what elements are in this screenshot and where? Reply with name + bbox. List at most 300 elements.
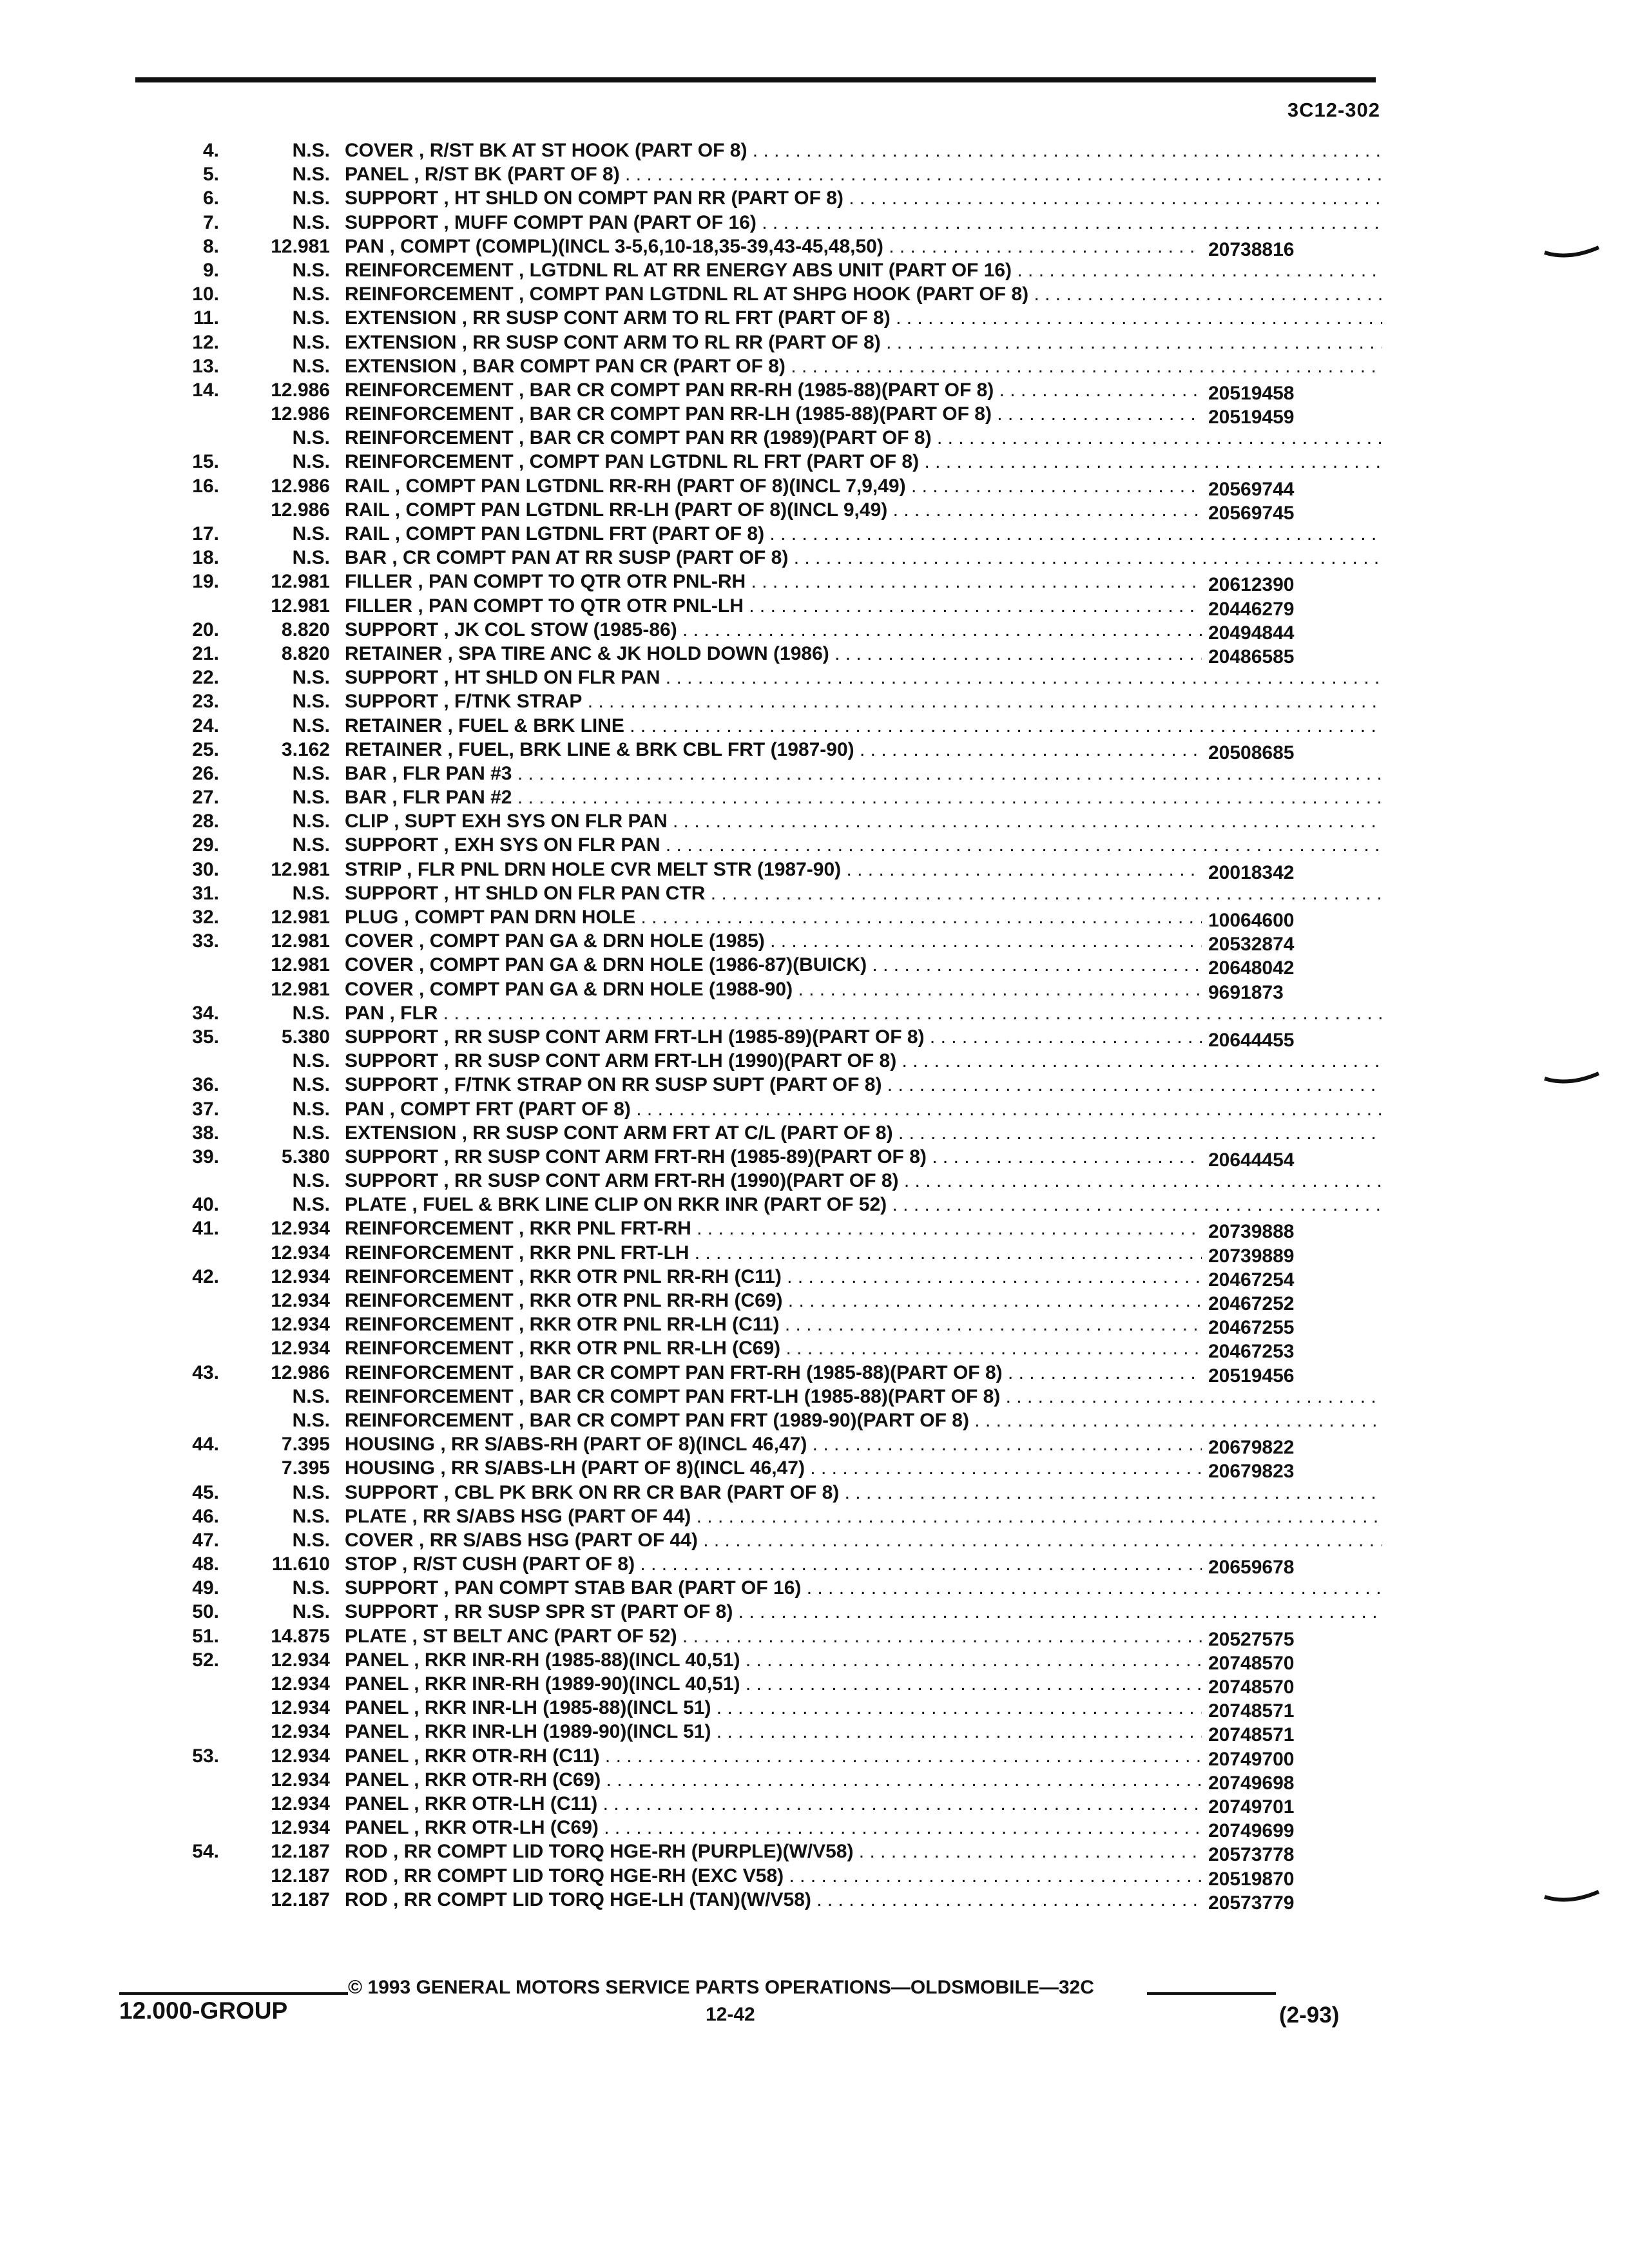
part-name: SUPPORT bbox=[345, 1577, 439, 1599]
group-number: 12.981 bbox=[271, 571, 330, 593]
group-number: 12.934 bbox=[271, 1769, 330, 1791]
part-row bbox=[148, 235, 1373, 258]
group-number: 12.981 bbox=[271, 595, 330, 617]
item-number: 33. bbox=[192, 930, 219, 952]
part-detail: , RR COMPT LID TORQ HGE-RH (PURPLE)(W/V58) bbox=[393, 1841, 854, 1863]
part-name: PAN bbox=[345, 1002, 385, 1024]
part-row bbox=[148, 1145, 1373, 1169]
part-name: COVER bbox=[345, 1529, 414, 1551]
group-number: N.S. bbox=[292, 1002, 330, 1024]
item-number: 41. bbox=[192, 1218, 219, 1240]
part-detail: , PAN COMPT TO QTR OTR PNL-LH bbox=[418, 595, 744, 617]
group-number: N.S. bbox=[292, 211, 330, 233]
group-number: 12.986 bbox=[271, 475, 330, 497]
part-row bbox=[148, 282, 1373, 306]
part-row bbox=[148, 1169, 1373, 1193]
part-number: 20467255 bbox=[1202, 1316, 1395, 1340]
part-name: EXTENSION bbox=[345, 307, 457, 329]
part-number: 20573778 bbox=[1202, 1843, 1395, 1867]
part-detail: , EXH SYS ON FLR PAN bbox=[443, 834, 660, 856]
part-row bbox=[148, 1073, 1373, 1097]
binding-mark-2 bbox=[1543, 1070, 1601, 1089]
part-description bbox=[345, 186, 1382, 210]
group-number: 11.610 bbox=[271, 1553, 330, 1575]
part-name: FILLER bbox=[345, 571, 412, 593]
part-detail: , SPA TIRE ANC & JK HOLD DOWN (1986) bbox=[447, 642, 829, 664]
part-number: 20679823 bbox=[1202, 1459, 1395, 1483]
item-number: 22. bbox=[192, 667, 219, 689]
parts-list bbox=[148, 139, 1373, 1912]
group-number: N.S. bbox=[292, 834, 330, 856]
part-row bbox=[148, 306, 1373, 330]
part-number: 20644454 bbox=[1202, 1148, 1395, 1172]
part-name: RAIL bbox=[345, 523, 390, 544]
part-row bbox=[148, 162, 1373, 186]
part-name: CLIP bbox=[345, 811, 389, 832]
group-number: 12.986 bbox=[271, 403, 330, 425]
footer-page-number: 12-42 bbox=[706, 2004, 755, 2025]
item-number: 53. bbox=[192, 1745, 219, 1767]
part-name: SUPPORT bbox=[345, 667, 439, 689]
part-row bbox=[148, 714, 1373, 738]
item-number: 20. bbox=[192, 619, 219, 640]
group-number: N.S. bbox=[292, 667, 330, 689]
group-number: 12.934 bbox=[271, 1697, 330, 1719]
part-row bbox=[148, 474, 1373, 498]
group-number: N.S. bbox=[292, 140, 330, 161]
item-number: 12. bbox=[192, 331, 219, 353]
part-description bbox=[345, 426, 1382, 450]
group-number: 3.162 bbox=[281, 738, 330, 760]
group-number: N.S. bbox=[292, 715, 330, 736]
item-number: 40. bbox=[192, 1194, 219, 1216]
part-name: PAN bbox=[345, 235, 385, 257]
part-detail: , BAR CR COMPT PAN FRT-RH (1985-88)(PART OF 8) bbox=[519, 1361, 1003, 1383]
part-number: 20569744 bbox=[1202, 477, 1395, 501]
part-row bbox=[148, 1672, 1373, 1696]
part-row bbox=[148, 666, 1373, 689]
part-name: EXTENSION bbox=[345, 1122, 457, 1144]
item-number: 54. bbox=[192, 1841, 219, 1863]
part-detail: , RR SUSP CONT ARM FRT-RH (1985-89)(PART OF 8) bbox=[443, 1146, 927, 1168]
part-detail: , COMPT PAN DRN HOLE bbox=[403, 907, 636, 928]
part-detail: , COMPT PAN GA & DRN HOLE (1986-87)(BUICK) bbox=[419, 954, 867, 976]
group-number: 7.395 bbox=[281, 1457, 330, 1479]
part-detail: , FLR bbox=[389, 1002, 438, 1024]
footer-rule-right bbox=[1147, 1992, 1276, 1995]
part-description bbox=[345, 331, 1382, 354]
item-number: 7. bbox=[202, 211, 219, 233]
part-row bbox=[148, 689, 1373, 713]
group-number: N.S. bbox=[292, 1409, 330, 1431]
item-number: 48. bbox=[192, 1553, 219, 1575]
part-name: SUPPORT bbox=[345, 1026, 439, 1048]
group-number: N.S. bbox=[292, 1050, 330, 1072]
part-row bbox=[148, 354, 1373, 378]
group-number: N.S. bbox=[292, 1170, 330, 1192]
part-description bbox=[345, 1408, 1382, 1432]
part-number: 20467254 bbox=[1202, 1268, 1395, 1292]
part-detail: , COMPT (COMPL)(INCL 3-5,6,10-18,35-39,43-45,48,50) bbox=[389, 235, 883, 257]
part-detail: , PAN COMPT STAB BAR (PART OF 16) bbox=[443, 1577, 802, 1599]
item-number: 39. bbox=[192, 1146, 219, 1168]
part-name: REINFORCEMENT bbox=[345, 1290, 514, 1311]
part-description bbox=[345, 282, 1382, 306]
item-number: 26. bbox=[192, 762, 219, 784]
group-number: 12.981 bbox=[271, 978, 330, 1000]
part-detail: , RKR OTR PNL RR-LH (C11) bbox=[519, 1314, 780, 1336]
part-name: REINFORCEMENT bbox=[345, 1385, 514, 1407]
part-detail: , F/TNK STRAP bbox=[443, 691, 583, 713]
part-name: COVER bbox=[345, 930, 414, 952]
item-number: 29. bbox=[192, 834, 219, 856]
part-detail: , R/ST BK (PART OF 8) bbox=[414, 164, 620, 186]
part-detail: , JK COL STOW (1985-86) bbox=[443, 619, 677, 640]
item-number: 51. bbox=[192, 1625, 219, 1647]
part-row bbox=[148, 1816, 1373, 1840]
item-number: 19. bbox=[192, 571, 219, 593]
part-row bbox=[148, 977, 1373, 1001]
part-detail: , RKR OTR PNL RR-RH (C69) bbox=[519, 1290, 783, 1311]
part-description bbox=[345, 1600, 1382, 1624]
part-detail: , FLR PNL DRN HOLE CVR MELT STR (1987-90) bbox=[407, 858, 842, 880]
part-detail: , RKR OTR-LH (C69) bbox=[414, 1817, 599, 1839]
item-number: 10. bbox=[192, 284, 219, 305]
item-number: 15. bbox=[192, 451, 219, 473]
part-number: 20644455 bbox=[1202, 1028, 1395, 1052]
item-number: 9. bbox=[202, 259, 219, 281]
part-name: SUPPORT bbox=[345, 1074, 439, 1096]
part-row bbox=[148, 1241, 1373, 1265]
part-detail: , FUEL & BRK LINE CLIP ON RKR INR (PART OF 52) bbox=[412, 1194, 887, 1216]
item-number: 35. bbox=[192, 1026, 219, 1048]
part-name: EXTENSION bbox=[345, 355, 457, 377]
part-row bbox=[148, 1361, 1373, 1385]
part-row bbox=[148, 1385, 1373, 1408]
part-row bbox=[148, 1600, 1373, 1624]
part-row bbox=[148, 450, 1373, 474]
part-name: REINFORCEMENT bbox=[345, 1218, 514, 1240]
part-row bbox=[148, 1216, 1373, 1243]
part-name: HOUSING bbox=[345, 1434, 436, 1456]
part-name: PANEL bbox=[345, 164, 409, 186]
part-name: PANEL bbox=[345, 1817, 409, 1839]
part-number: 20612390 bbox=[1202, 573, 1395, 597]
part-number: 20748570 bbox=[1202, 1675, 1395, 1699]
part-detail: , RR SUSP SPR ST (PART OF 8) bbox=[443, 1601, 733, 1623]
part-row bbox=[148, 1552, 1373, 1579]
part-name: SUPPORT bbox=[345, 1481, 439, 1503]
part-number: 20748570 bbox=[1202, 1651, 1395, 1675]
group-number: 12.934 bbox=[271, 1721, 330, 1743]
group-number: N.S. bbox=[292, 762, 330, 784]
group-number: 12.981 bbox=[271, 858, 330, 880]
part-description bbox=[345, 833, 1382, 857]
part-name: BAR bbox=[345, 762, 387, 784]
group-number: N.S. bbox=[292, 787, 330, 809]
part-name: RAIL bbox=[345, 499, 390, 521]
part-number: 20467252 bbox=[1202, 1292, 1395, 1316]
group-number: 12.187 bbox=[271, 1865, 330, 1887]
group-number: 12.187 bbox=[271, 1841, 330, 1863]
group-number: 12.934 bbox=[271, 1649, 330, 1671]
group-number: N.S. bbox=[292, 355, 330, 377]
part-name: SUPPORT bbox=[345, 1601, 439, 1623]
part-name: SUPPORT bbox=[345, 619, 439, 640]
part-description bbox=[345, 809, 1382, 833]
item-number: 11. bbox=[193, 307, 219, 329]
part-detail: , RR SUSP CONT ARM TO RL RR (PART OF 8) bbox=[461, 331, 881, 353]
part-detail: , RKR OTR PNL RR-LH (C69) bbox=[519, 1338, 781, 1360]
part-name: ROD bbox=[345, 1841, 388, 1863]
group-number: 12.934 bbox=[271, 1817, 330, 1839]
group-number: N.S. bbox=[292, 1385, 330, 1407]
part-detail: , BAR CR COMPT PAN FRT (1989-90)(PART OF 8) bbox=[519, 1409, 969, 1431]
item-number: 49. bbox=[192, 1577, 219, 1599]
item-number: 23. bbox=[192, 691, 219, 713]
group-number: 12.934 bbox=[271, 1242, 330, 1264]
part-detail: , RKR INR-LH (1985-88)(INCL 51) bbox=[414, 1697, 711, 1719]
part-number: 20648042 bbox=[1202, 956, 1395, 980]
part-description bbox=[345, 450, 1382, 474]
part-detail: , CR COMPT PAN AT RR SUSP (PART OF 8) bbox=[392, 547, 789, 569]
part-description bbox=[345, 1049, 1382, 1073]
part-name: REINFORCEMENT bbox=[345, 427, 514, 449]
part-row bbox=[148, 858, 1373, 881]
part-name: PLATE bbox=[345, 1194, 407, 1216]
group-number: N.S. bbox=[292, 811, 330, 832]
part-row bbox=[148, 1624, 1373, 1648]
part-name: PANEL bbox=[345, 1769, 409, 1791]
part-number: 20748571 bbox=[1202, 1723, 1395, 1747]
part-detail: , FLR PAN #2 bbox=[392, 787, 512, 809]
part-description bbox=[345, 1528, 1382, 1552]
item-number: 44. bbox=[192, 1434, 219, 1456]
part-detail: , HT SHLD ON FLR PAN CTR bbox=[443, 882, 706, 904]
group-number: N.S. bbox=[292, 1505, 330, 1527]
part-row bbox=[148, 258, 1373, 282]
part-description bbox=[345, 1385, 1382, 1408]
part-row bbox=[148, 833, 1373, 857]
group-number: 8.820 bbox=[281, 619, 330, 640]
part-number: 20749698 bbox=[1202, 1771, 1395, 1795]
part-detail: , COMPT PAN GA & DRN HOLE (1988-90) bbox=[419, 978, 793, 1000]
group-number: N.S. bbox=[292, 1529, 330, 1551]
part-detail: , RKR OTR-RH (C69) bbox=[414, 1769, 601, 1791]
part-row bbox=[148, 738, 1373, 762]
part-detail: , RKR INR-RH (1985-88)(INCL 40,51) bbox=[414, 1649, 740, 1671]
item-number: 30. bbox=[192, 858, 219, 880]
part-name: REINFORCEMENT bbox=[345, 1409, 514, 1431]
part-row bbox=[148, 785, 1373, 809]
part-row bbox=[148, 1576, 1373, 1600]
part-description bbox=[345, 1097, 1382, 1121]
part-description bbox=[345, 546, 1382, 570]
item-number: 13. bbox=[192, 355, 219, 377]
page-code: 3C12-302 bbox=[1287, 99, 1380, 121]
part-row bbox=[148, 498, 1373, 522]
part-detail: , RKR PNL FRT-LH bbox=[519, 1242, 689, 1264]
group-number: 12.934 bbox=[271, 1673, 330, 1695]
group-number: 5.380 bbox=[281, 1026, 330, 1048]
part-name: PANEL bbox=[345, 1649, 409, 1671]
part-detail: , COMPT PAN LGTDNL RL FRT (PART OF 8) bbox=[519, 451, 920, 473]
part-name: BAR bbox=[345, 787, 387, 809]
part-name: PLATE bbox=[345, 1625, 407, 1647]
part-detail: , RR S/ABS-LH (PART OF 8)(INCL 46,47) bbox=[440, 1457, 805, 1479]
part-name: RETAINER bbox=[345, 642, 443, 664]
item-number: 25. bbox=[192, 738, 219, 760]
part-number: 20446279 bbox=[1202, 597, 1395, 621]
part-description bbox=[345, 1193, 1382, 1216]
part-name: SUPPORT bbox=[345, 1170, 439, 1192]
part-name: ROD bbox=[345, 1865, 388, 1887]
part-detail: , BAR CR COMPT PAN RR-RH (1985-88)(PART OF 8) bbox=[519, 379, 994, 401]
part-description bbox=[345, 162, 1382, 186]
part-detail: , RKR INR-LH (1989-90)(INCL 51) bbox=[414, 1721, 711, 1743]
group-number: N.S. bbox=[292, 1577, 330, 1599]
group-number: 12.986 bbox=[271, 379, 330, 401]
part-row bbox=[148, 1720, 1373, 1744]
part-name: HOUSING bbox=[345, 1457, 436, 1479]
part-detail: , COMPT PAN GA & DRN HOLE (1985) bbox=[419, 930, 765, 952]
part-detail: , FUEL & BRK LINE bbox=[447, 715, 624, 736]
part-detail: , RR COMPT LID TORQ HGE-RH (EXC V58) bbox=[393, 1865, 784, 1887]
part-name: COVER bbox=[345, 954, 414, 976]
group-number: N.S. bbox=[292, 523, 330, 544]
group-number: N.S. bbox=[292, 691, 330, 713]
part-row bbox=[148, 1481, 1373, 1504]
footer-group: 12.000-GROUP bbox=[119, 1997, 288, 2024]
part-row bbox=[148, 1432, 1373, 1459]
item-number: 17. bbox=[192, 523, 219, 544]
part-detail: , RR SUSP CONT ARM TO RL FRT (PART OF 8) bbox=[461, 307, 891, 329]
part-row bbox=[148, 1312, 1373, 1339]
part-description bbox=[345, 762, 1382, 785]
footer-date: (2-93) bbox=[1279, 2003, 1340, 2028]
item-number: 6. bbox=[202, 187, 219, 209]
part-detail: , RKR OTR-LH (C11) bbox=[414, 1792, 598, 1814]
group-number: N.S. bbox=[292, 427, 330, 449]
part-row bbox=[148, 1408, 1373, 1432]
group-number: N.S. bbox=[292, 1074, 330, 1096]
part-detail: , COMPT FRT (PART OF 8) bbox=[389, 1098, 631, 1120]
part-name: PANEL bbox=[345, 1697, 409, 1719]
part-detail: , F/TNK STRAP ON RR SUSP SUPT (PART OF 8) bbox=[443, 1074, 882, 1096]
part-number: 20519456 bbox=[1202, 1364, 1395, 1388]
group-number: 12.981 bbox=[271, 907, 330, 928]
part-detail: , RR COMPT LID TORQ HGE-LH (TAN)(W/V58) bbox=[393, 1888, 811, 1910]
part-row bbox=[148, 139, 1373, 162]
part-row bbox=[148, 1792, 1373, 1816]
item-number: 36. bbox=[192, 1074, 219, 1096]
part-name: EXTENSION bbox=[345, 331, 457, 353]
part-row bbox=[148, 1289, 1373, 1312]
part-name: STOP bbox=[345, 1553, 397, 1575]
part-detail: , COMPT PAN LGTDNL RL AT SHPG HOOK (PART OF 8) bbox=[519, 284, 1029, 305]
part-name: PLUG bbox=[345, 907, 399, 928]
part-detail: , R/ST CUSH (PART OF 8) bbox=[401, 1553, 635, 1575]
part-row bbox=[148, 1744, 1373, 1768]
part-row bbox=[148, 402, 1373, 426]
item-number: 27. bbox=[192, 787, 219, 809]
part-row bbox=[148, 1025, 1373, 1049]
group-number: 12.934 bbox=[271, 1745, 330, 1767]
group-number: 5.380 bbox=[281, 1146, 330, 1168]
part-row bbox=[148, 881, 1373, 905]
part-name: SUPPORT bbox=[345, 834, 439, 856]
part-row bbox=[148, 642, 1373, 666]
item-number: 18. bbox=[192, 547, 219, 569]
top-rule bbox=[135, 77, 1376, 82]
item-number: 14. bbox=[192, 379, 219, 401]
group-number: N.S. bbox=[292, 284, 330, 305]
part-description bbox=[345, 1504, 1382, 1528]
part-detail: , PAN COMPT TO QTR OTR PNL-RH bbox=[418, 571, 746, 593]
part-detail: , RKR OTR-RH (C11) bbox=[414, 1745, 600, 1767]
part-row bbox=[148, 1001, 1373, 1025]
item-number: 42. bbox=[192, 1265, 219, 1287]
part-number: 20659678 bbox=[1202, 1555, 1395, 1579]
group-number: 12.187 bbox=[271, 1888, 330, 1910]
part-name: COVER bbox=[345, 978, 414, 1000]
part-name: SUPPORT bbox=[345, 882, 439, 904]
part-detail: , HT SHLD ON COMPT PAN RR (PART OF 8) bbox=[443, 187, 843, 209]
group-number: N.S. bbox=[292, 1481, 330, 1503]
part-name: REINFORCEMENT bbox=[345, 1338, 514, 1360]
part-detail: , RKR INR-RH (1989-90)(INCL 40,51) bbox=[414, 1673, 740, 1695]
part-description bbox=[345, 139, 1382, 162]
part-detail: , BAR CR COMPT PAN RR-LH (1985-88)(PART OF 8) bbox=[519, 403, 992, 425]
part-detail: , RKR PNL FRT-RH bbox=[519, 1218, 691, 1240]
part-number: 20739889 bbox=[1202, 1244, 1395, 1268]
part-number: 10064600 bbox=[1202, 908, 1395, 932]
part-number: 20749699 bbox=[1202, 1819, 1395, 1843]
part-name: PLATE bbox=[345, 1505, 407, 1527]
part-number: 20679822 bbox=[1202, 1436, 1395, 1459]
group-number: N.S. bbox=[292, 1601, 330, 1623]
part-number: 20532874 bbox=[1202, 932, 1395, 956]
item-number: 8. bbox=[202, 235, 219, 257]
part-detail: , HT SHLD ON FLR PAN bbox=[443, 667, 660, 689]
part-row bbox=[148, 331, 1373, 354]
group-number: 14.875 bbox=[271, 1625, 330, 1647]
part-number: 20519458 bbox=[1202, 381, 1395, 405]
item-number: 46. bbox=[192, 1505, 219, 1527]
binding-mark-3 bbox=[1543, 1888, 1601, 1907]
part-detail: , COMPT PAN LGTDNL RR-LH (PART OF 8)(INCL 9,49) bbox=[394, 499, 888, 521]
group-number: 12.981 bbox=[271, 235, 330, 257]
part-number: 20749701 bbox=[1202, 1795, 1395, 1819]
part-row bbox=[148, 1121, 1373, 1145]
item-number: 24. bbox=[192, 715, 219, 736]
part-row bbox=[148, 618, 1373, 642]
part-name: FILLER bbox=[345, 595, 412, 617]
part-name: PANEL bbox=[345, 1745, 409, 1767]
part-number: 20569745 bbox=[1202, 501, 1395, 525]
group-number: 12.934 bbox=[271, 1290, 330, 1311]
part-row bbox=[148, 378, 1373, 402]
part-row bbox=[148, 211, 1373, 235]
part-detail: , ST BELT ANC (PART OF 52) bbox=[412, 1625, 677, 1647]
part-description bbox=[345, 666, 1382, 689]
part-name: SUPPORT bbox=[345, 1050, 439, 1072]
part-detail: , LGTDNL RL AT RR ENERGY ABS UNIT (PART OF 16) bbox=[519, 259, 1012, 281]
group-number: N.S. bbox=[292, 1122, 330, 1144]
item-number: 52. bbox=[192, 1649, 219, 1671]
part-number: 20739888 bbox=[1202, 1220, 1395, 1244]
part-name: BAR bbox=[345, 547, 387, 569]
